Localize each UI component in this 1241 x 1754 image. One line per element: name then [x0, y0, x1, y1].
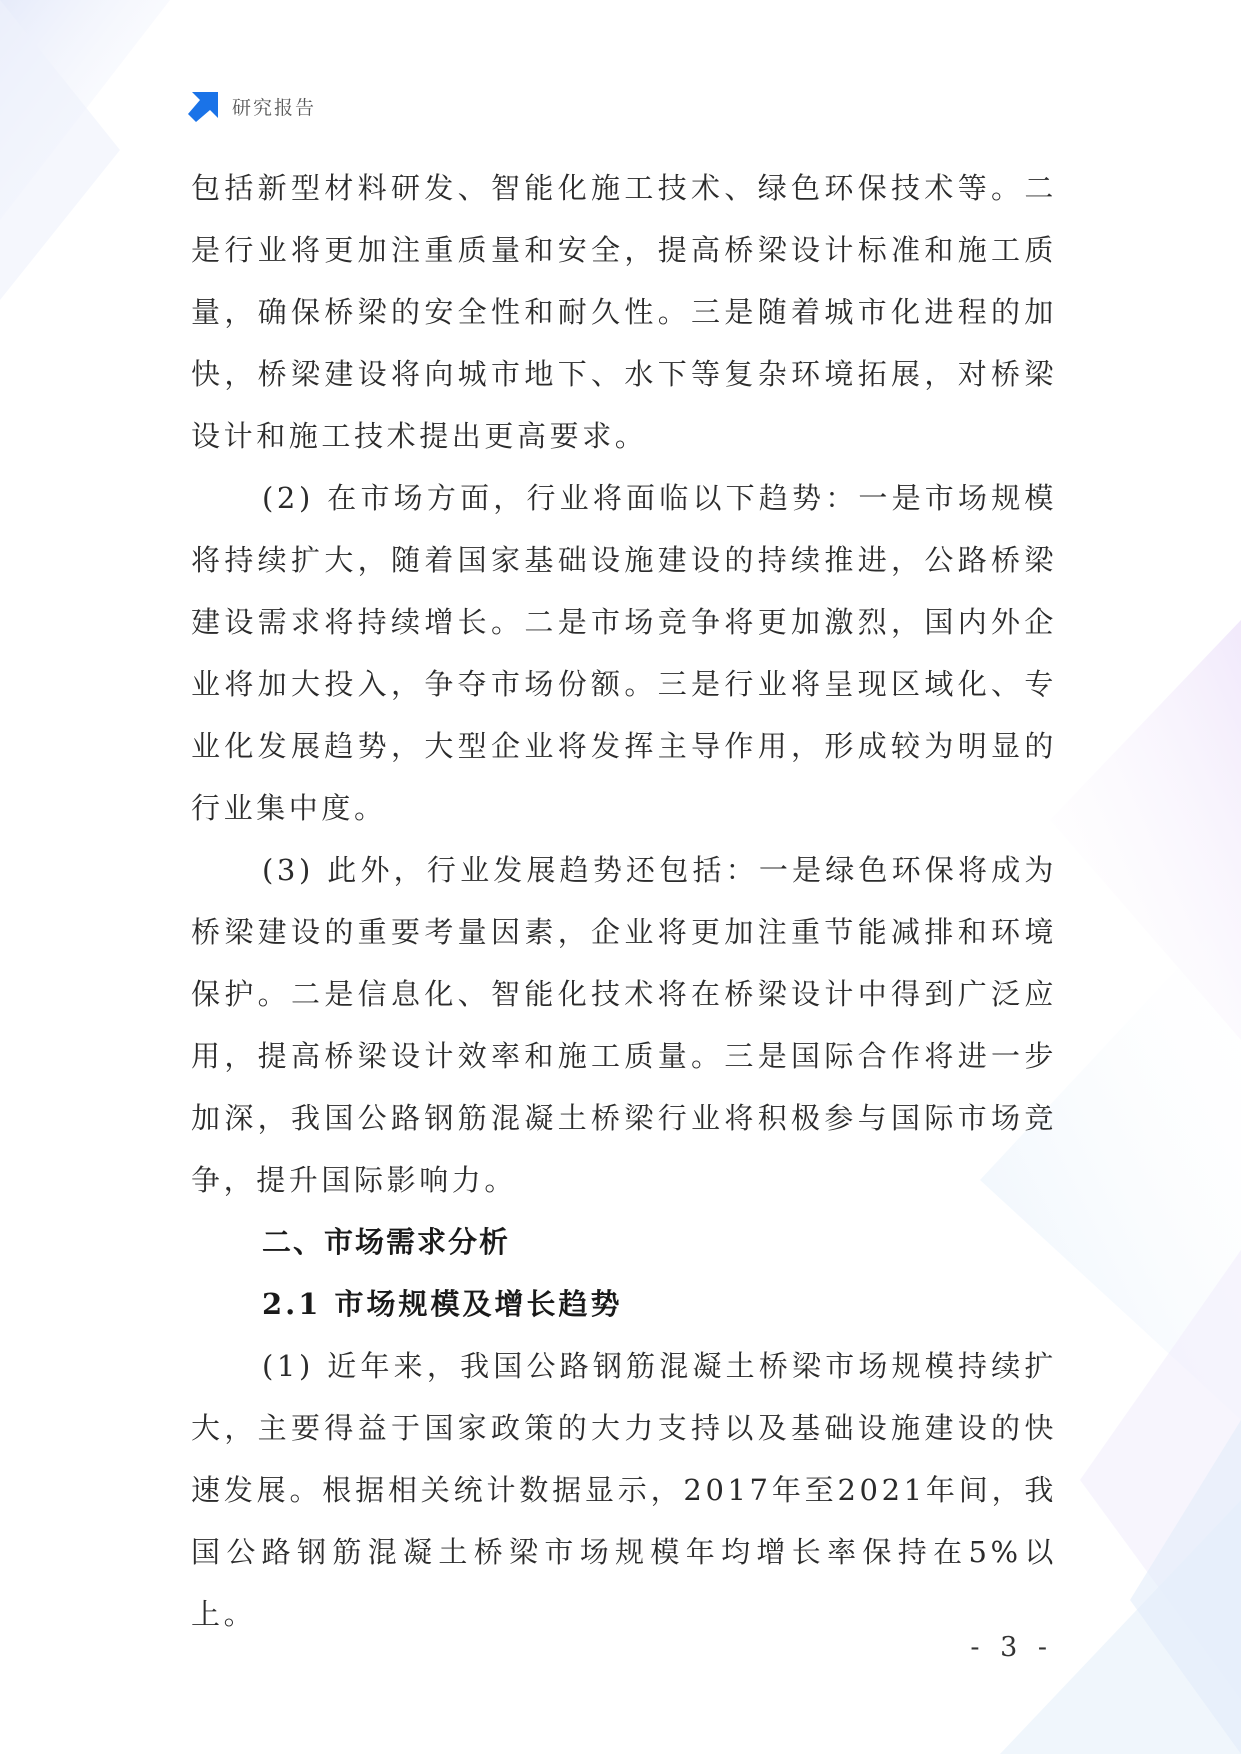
- arrow-up-right-icon: [188, 90, 220, 122]
- paragraph-market-size: (1) 近年来，我国公路钢筋混凝土桥梁市场规模持续扩大，主要得益于国家政策的大力支持以及基础设施建设的快速发展。根据相关统计数据显示，2017年至2021年间，我国公路钢筋混凝土桥梁市场规模年均增长率保持在5%以上。: [191, 1349, 1057, 1631]
- report-header: [188, 88, 316, 124]
- report-label: 研究报告: [232, 96, 317, 119]
- section-heading: 二、市场需求分析: [262, 1225, 511, 1259]
- page-number: - 3 -: [970, 1632, 1053, 1663]
- paragraph-other-trends: (3) 此外，行业发展趋势还包括：一是绿色环保将成为桥梁建设的重要考量因素，企业将更加注重节能减排和环境保护。二是信息化、智能化技术将在桥梁设计中得到广泛应用，提高桥梁设计效率和施工质量。三是国际合作将进一步加深，我国公路钢筋混凝土桥梁行业将积极参与国际市场竞争，提升国际影响力。: [191, 853, 1057, 1197]
- sub-heading: 2.1 市场规模及增长趋势: [262, 1287, 623, 1321]
- document-body: [191, 157, 1057, 1645]
- paragraph-market-trends: (2) 在市场方面，行业将面临以下趋势：一是市场规模将持续扩大，随着国家基础设施建设的持续推进，公路桥梁建设需求将持续增长。二是市场竞争将更加激烈，国内外企业将加大投入，争夺市场份额。三是行业将呈现区域化、专业化发展趋势，大型企业将发挥主导作用，形成较为明显的行业集中度。: [191, 481, 1057, 825]
- paragraph-continuation: 包括新型材料研发、智能化施工技术、绿色环保技术等。二是行业将更加注重质量和安全，提高桥梁设计标准和施工质量，确保桥梁的安全性和耐久性。三是随着城市化进程的加快，桥梁建设将向城市地下、水下等复杂环境拓展，对桥梁设计和施工技术提出更高要求。: [191, 171, 1057, 453]
